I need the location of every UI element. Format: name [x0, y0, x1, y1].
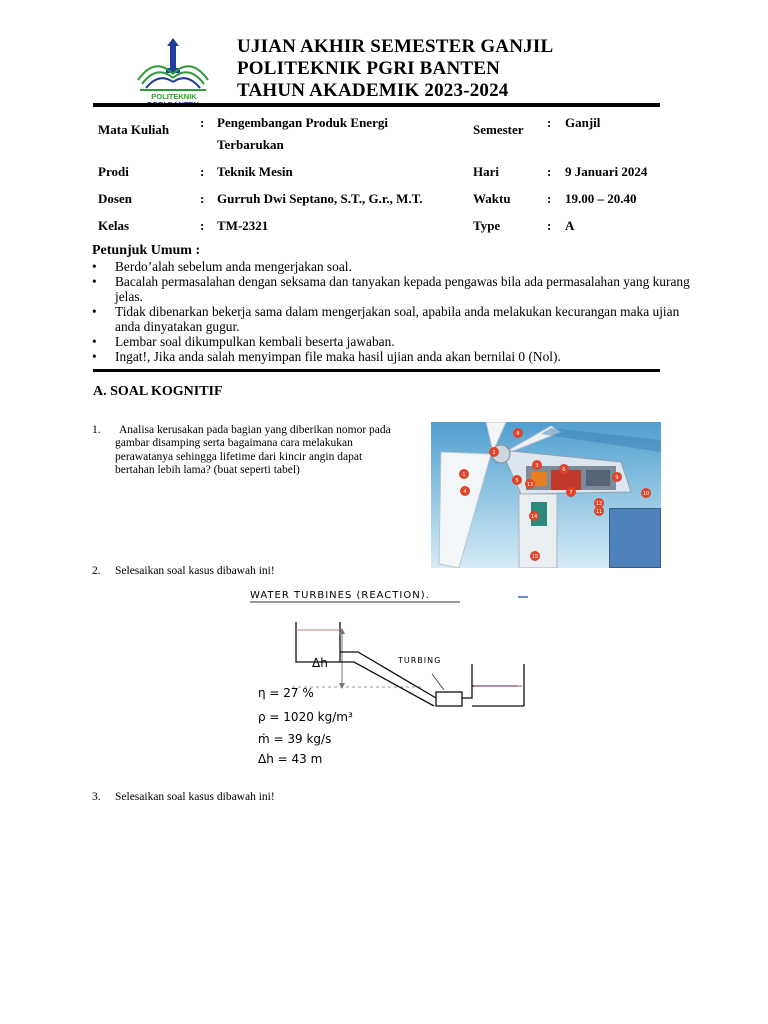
colon: :: [200, 115, 205, 130]
sketch-efficiency: η = 27 %: [258, 686, 314, 700]
svg-text:13: 13: [526, 482, 534, 488]
question-2-text: Selesaikan soal kasus dibawah ini!: [115, 565, 275, 577]
type-label: Type: [473, 218, 501, 233]
type-value: A: [565, 218, 575, 233]
svg-text:5: 5: [515, 478, 519, 484]
question-3-text: Selesaikan soal kasus dibawah ini!: [115, 791, 275, 803]
sketch-density: ρ = 1020 kg/m³: [258, 710, 353, 724]
sketch-mass-flow: ṁ = 39 kg/s: [258, 732, 332, 746]
prodi-value: Teknik Mesin: [217, 164, 293, 179]
dosen-label: Dosen: [98, 191, 132, 206]
svg-text:12: 12: [595, 501, 603, 507]
semester-label: Semester: [473, 122, 524, 137]
hari-value: 9 Januari 2024: [565, 164, 648, 179]
sketch-turbine-label: TURBING: [398, 656, 442, 665]
colon: :: [200, 164, 205, 179]
colon: :: [200, 218, 205, 233]
svg-text:2: 2: [492, 450, 496, 456]
exam-title: UJIAN AKHIR SEMESTER GANJIL: [237, 36, 554, 57]
svg-text:7: 7: [569, 490, 573, 496]
prodi-label: Prodi: [98, 164, 129, 179]
list-item: • Tidak dibenarkan bekerja sama dalam mengerjakan soal, apabila anda melakukan kecurangan maka ujian anda dinyatakan gugur.: [92, 304, 680, 334]
colon: :: [200, 191, 205, 206]
list-item: • Ingat!, Jika anda salah menyimpan file maka hasil ujian anda akan bernilai 0 (Nol).: [92, 349, 561, 364]
question-1-text: Analisa kerusakan pada bagian yang diberikan nomor pada gambar disamping serta bagaimana cara melakukan perawatanya sehingga lifetime dari kincir angin dapat bertahan lebih lama? (buat seperti tabel): [115, 424, 391, 476]
list-item: • Lembar soal dikumpulkan kembali beserta jawaban.: [92, 334, 395, 349]
colon: :: [547, 218, 552, 233]
svg-text:3: 3: [535, 463, 539, 469]
mata-kuliah-value: Pengembangan Produk Energi: [217, 115, 388, 130]
colon: :: [547, 115, 552, 130]
question-number: 1.: [92, 424, 101, 436]
waktu-label: Waktu: [473, 191, 511, 206]
svg-text:4: 4: [463, 489, 467, 495]
question-number: 2.: [92, 565, 101, 577]
svg-text:15: 15: [531, 554, 539, 560]
svg-text:8: 8: [516, 431, 520, 437]
svg-text:9: 9: [615, 475, 619, 481]
waktu-value: 19.00 – 20.40: [565, 191, 637, 206]
svg-text:1: 1: [462, 472, 466, 478]
instructions-title: Petunjuk Umum :: [92, 243, 201, 258]
blue-square-shape: [609, 508, 661, 568]
sketch-title: WATER TURBINES (REACTION).: [250, 590, 430, 601]
dosen-value: Gurruh Dwi Septano, S.T., G.r., M.T.: [217, 191, 423, 206]
colon: :: [547, 164, 552, 179]
instructions-list: [92, 259, 692, 364]
kelas-value: TM-2321: [217, 218, 269, 233]
header-divider: [93, 103, 660, 107]
sketch-height-label: Δh: [312, 656, 328, 670]
academic-year: TAHUN AKADEMIK 2023-2024: [237, 80, 509, 101]
mata-kuliah-label: Mata Kuliah: [98, 122, 170, 137]
list-item: • Berdo’alah sebelum anda mengerjakan soal.: [92, 259, 352, 274]
mata-kuliah-value-cont: Terbarukan: [217, 137, 284, 152]
colon: :: [547, 191, 552, 206]
section-divider: [93, 369, 660, 372]
logo-text-line1: POLITEKNIK: [151, 92, 197, 101]
svg-text:11: 11: [595, 509, 603, 515]
hari-label: Hari: [473, 164, 499, 179]
svg-text:14: 14: [530, 514, 538, 520]
semester-value: Ganjil: [565, 115, 601, 130]
question-number: 3.: [92, 791, 101, 803]
institution-name: POLITEKNIK PGRI BANTEN: [237, 58, 501, 79]
water-turbine-sketch: [248, 590, 538, 780]
section-title: A. SOAL KOGNITIF: [93, 384, 223, 399]
sketch-head: Δh = 43 m: [258, 752, 323, 766]
list-item: • Bacalah permasalahan dengan seksama dan tanyakan kepada pengawas bila ada permasalahan yang kurang jelas.: [92, 274, 690, 304]
svg-text:6: 6: [562, 467, 566, 473]
svg-text:10: 10: [642, 491, 650, 497]
kelas-label: Kelas: [98, 218, 130, 233]
